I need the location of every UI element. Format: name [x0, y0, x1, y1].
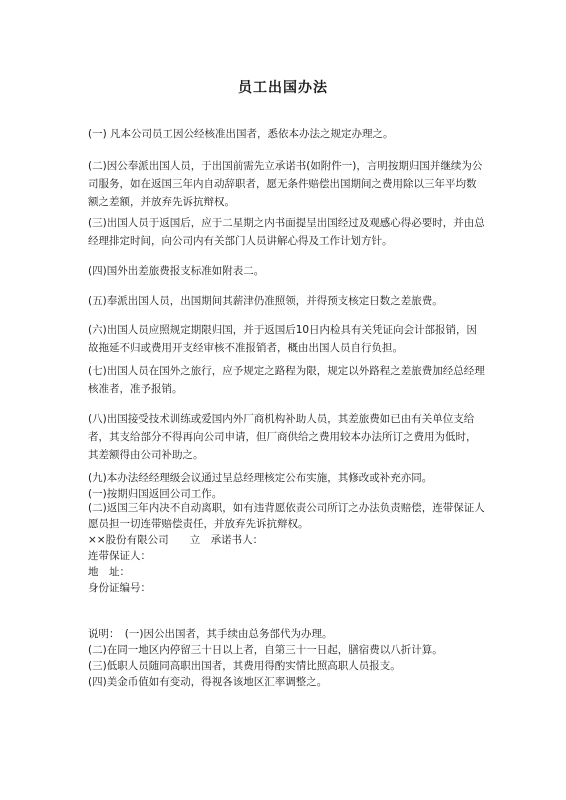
guarantor-line: 连带保证人：: [88, 550, 151, 562]
id-number-line: 身份证编号：: [88, 582, 151, 594]
paragraph-2: (二)因公奉派出国人员，于出国前需先立承诺书(如附件一)，言明按期归国并继续为公司服务，如在返国三年内自动辞职者，愿无条件赔偿出国期间之费用除以三年平均数额之差额，并放弃先诉抗辩权。: [88, 160, 483, 208]
paragraph-3: (三)出国人员于返国后，应于二星期之内书面提呈出国经过及观感心得必要时，并由总经理排定时间，向公司内有关部门人员讲解心得及工作计划方针。: [88, 217, 485, 247]
pledge-clause-1: (一)按期归国返回公司工作。: [88, 488, 223, 500]
paragraph-6: (六)出国人员应照规定期限归国，并于返国后10日内检具有关凭证向会计部报销，因故拖延不归或费用开支经审核不准报销者，概由出国人员自行负担。: [88, 324, 478, 354]
paragraph-8: (八)出国接受技术训练或爱国内外厂商机构补助人员，其差旅费如已由有关单位支给者，其支给部分不得再向公司申请，但厂商供给之费用较本办法所订之费用为低时，其差额得由公司补助之。: [88, 413, 477, 461]
note-4: (四)美金币值如有变动，得视各该地区汇率调整之。: [88, 676, 328, 688]
clause-9: (九)本办法经经理级会议通过呈总经理核定公布实施，其修改或补充亦同。: [88, 472, 433, 484]
note-2: (二)在同一地区内停留三十日以上者，自第三十一日起，膳宿费以八折计算。: [88, 644, 443, 656]
paragraph-1: (一) 凡本公司员工因公经核准出国者，悉依本办法之规定办理之。: [88, 128, 394, 140]
pledge-clause-2: (二)返国三年内决不自动离职，如有违背愿依责公司所订之办法负责赔偿，连带保证人愿员担一切连带赔偿责任，并放弃先诉抗辩权。: [88, 502, 485, 530]
paragraph-7: (七)出国人员在国外之旅行，应予规定之路程为限，规定以外路程之差旅费加经总经理核准者，准予报销。: [88, 365, 485, 395]
document-title: 员工出国办法: [238, 80, 328, 96]
paragraph-5: (五)奉派出国人员，出国期间其薪津仍准照领，并得预支核定日数之差旅费。: [88, 295, 443, 307]
company-signature-line: ××股份有限公司 立 承诺书人：: [88, 534, 264, 546]
paragraph-4: (四)国外出差旅费报支标准如附表二。: [88, 265, 265, 277]
note-3: (三)低职人员随同高职出国者，其费用得酌实情比照高职人员报支。: [88, 660, 401, 672]
address-line: 地 址：: [88, 566, 130, 578]
note-1: 说明： (一)因公出国者，其手续由总务部代为办理。: [88, 628, 333, 640]
